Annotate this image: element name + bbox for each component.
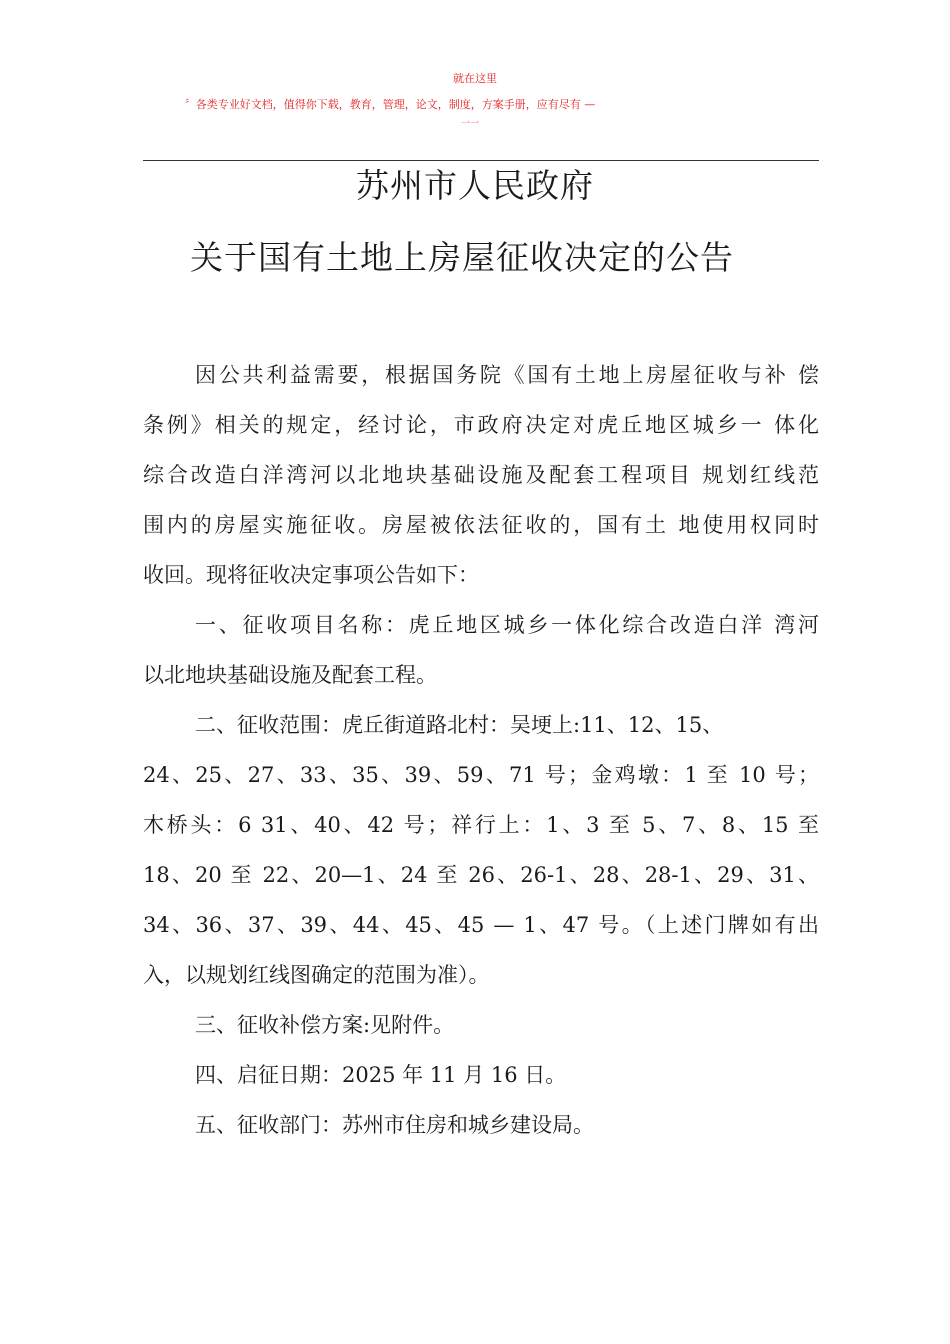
body-line: 收回。现将征收决定事项公告如下：	[143, 563, 479, 587]
body-line: 24、25、27、33、35、39、59、71 号；金鸡墩：1 至 10 号；	[143, 763, 819, 787]
header-line-3: 一一	[460, 119, 479, 129]
body-line: 围内的房屋实施征收。房屋被依法征收的，国有土 地使用权同时	[143, 513, 819, 537]
body-line: 以北地块基础设施及配套工程。	[143, 663, 437, 687]
body-text	[143, 350, 819, 1150]
header-divider	[143, 160, 819, 161]
body-line: 入，以规划红线图确定的范围为准）。	[143, 963, 490, 987]
body-line: 因公共利益需要，根据国务院《国有土地上房屋征收与补 偿	[195, 363, 819, 387]
body-line: 木桥头：6 31、40、42 号；祥行上：1、3 至 5、7、8、15 至	[143, 813, 819, 837]
header-line-1: 就在这里	[453, 72, 497, 85]
body-line: 条例》相关的规定，经讨论，市政府决定对虎丘地区城乡一 体化	[143, 413, 819, 437]
body-line: 五、征收部门：苏州市住房和城乡建设局。	[195, 1113, 594, 1137]
body-line: 一、征收项目名称：虎丘地区城乡一体化综合改造白洋 湾河	[195, 613, 819, 637]
header-line-2: 〞各类专业好文档，值得你下载，教育，管理，论文，制度，方案手册，应有尽有 —	[184, 98, 596, 111]
body-line: 四、启征日期：2025 年 11 月 16 日。	[195, 1063, 567, 1087]
body-line: 18、20 至 22、20—1、24 至 26、26-1、28、28-1、29、31、	[143, 863, 819, 887]
title-line-1: 苏州市人民政府	[356, 166, 594, 205]
body-line: 二、征收范围：虎丘街道路北村：吴埂上:11、12、15、	[195, 713, 724, 737]
body-line: 综合改造白洋湾河以北地块基础设施及配套工程项目 规划红线范	[143, 463, 819, 487]
title-line-2: 关于国有土地上房屋征收决定的公告	[190, 238, 734, 277]
body-line: 34、36、37、39、44、45、45 — 1、47 号。（上述门牌如有出	[143, 913, 819, 937]
body-line: 三、征收补偿方案:见附件。	[195, 1013, 455, 1037]
